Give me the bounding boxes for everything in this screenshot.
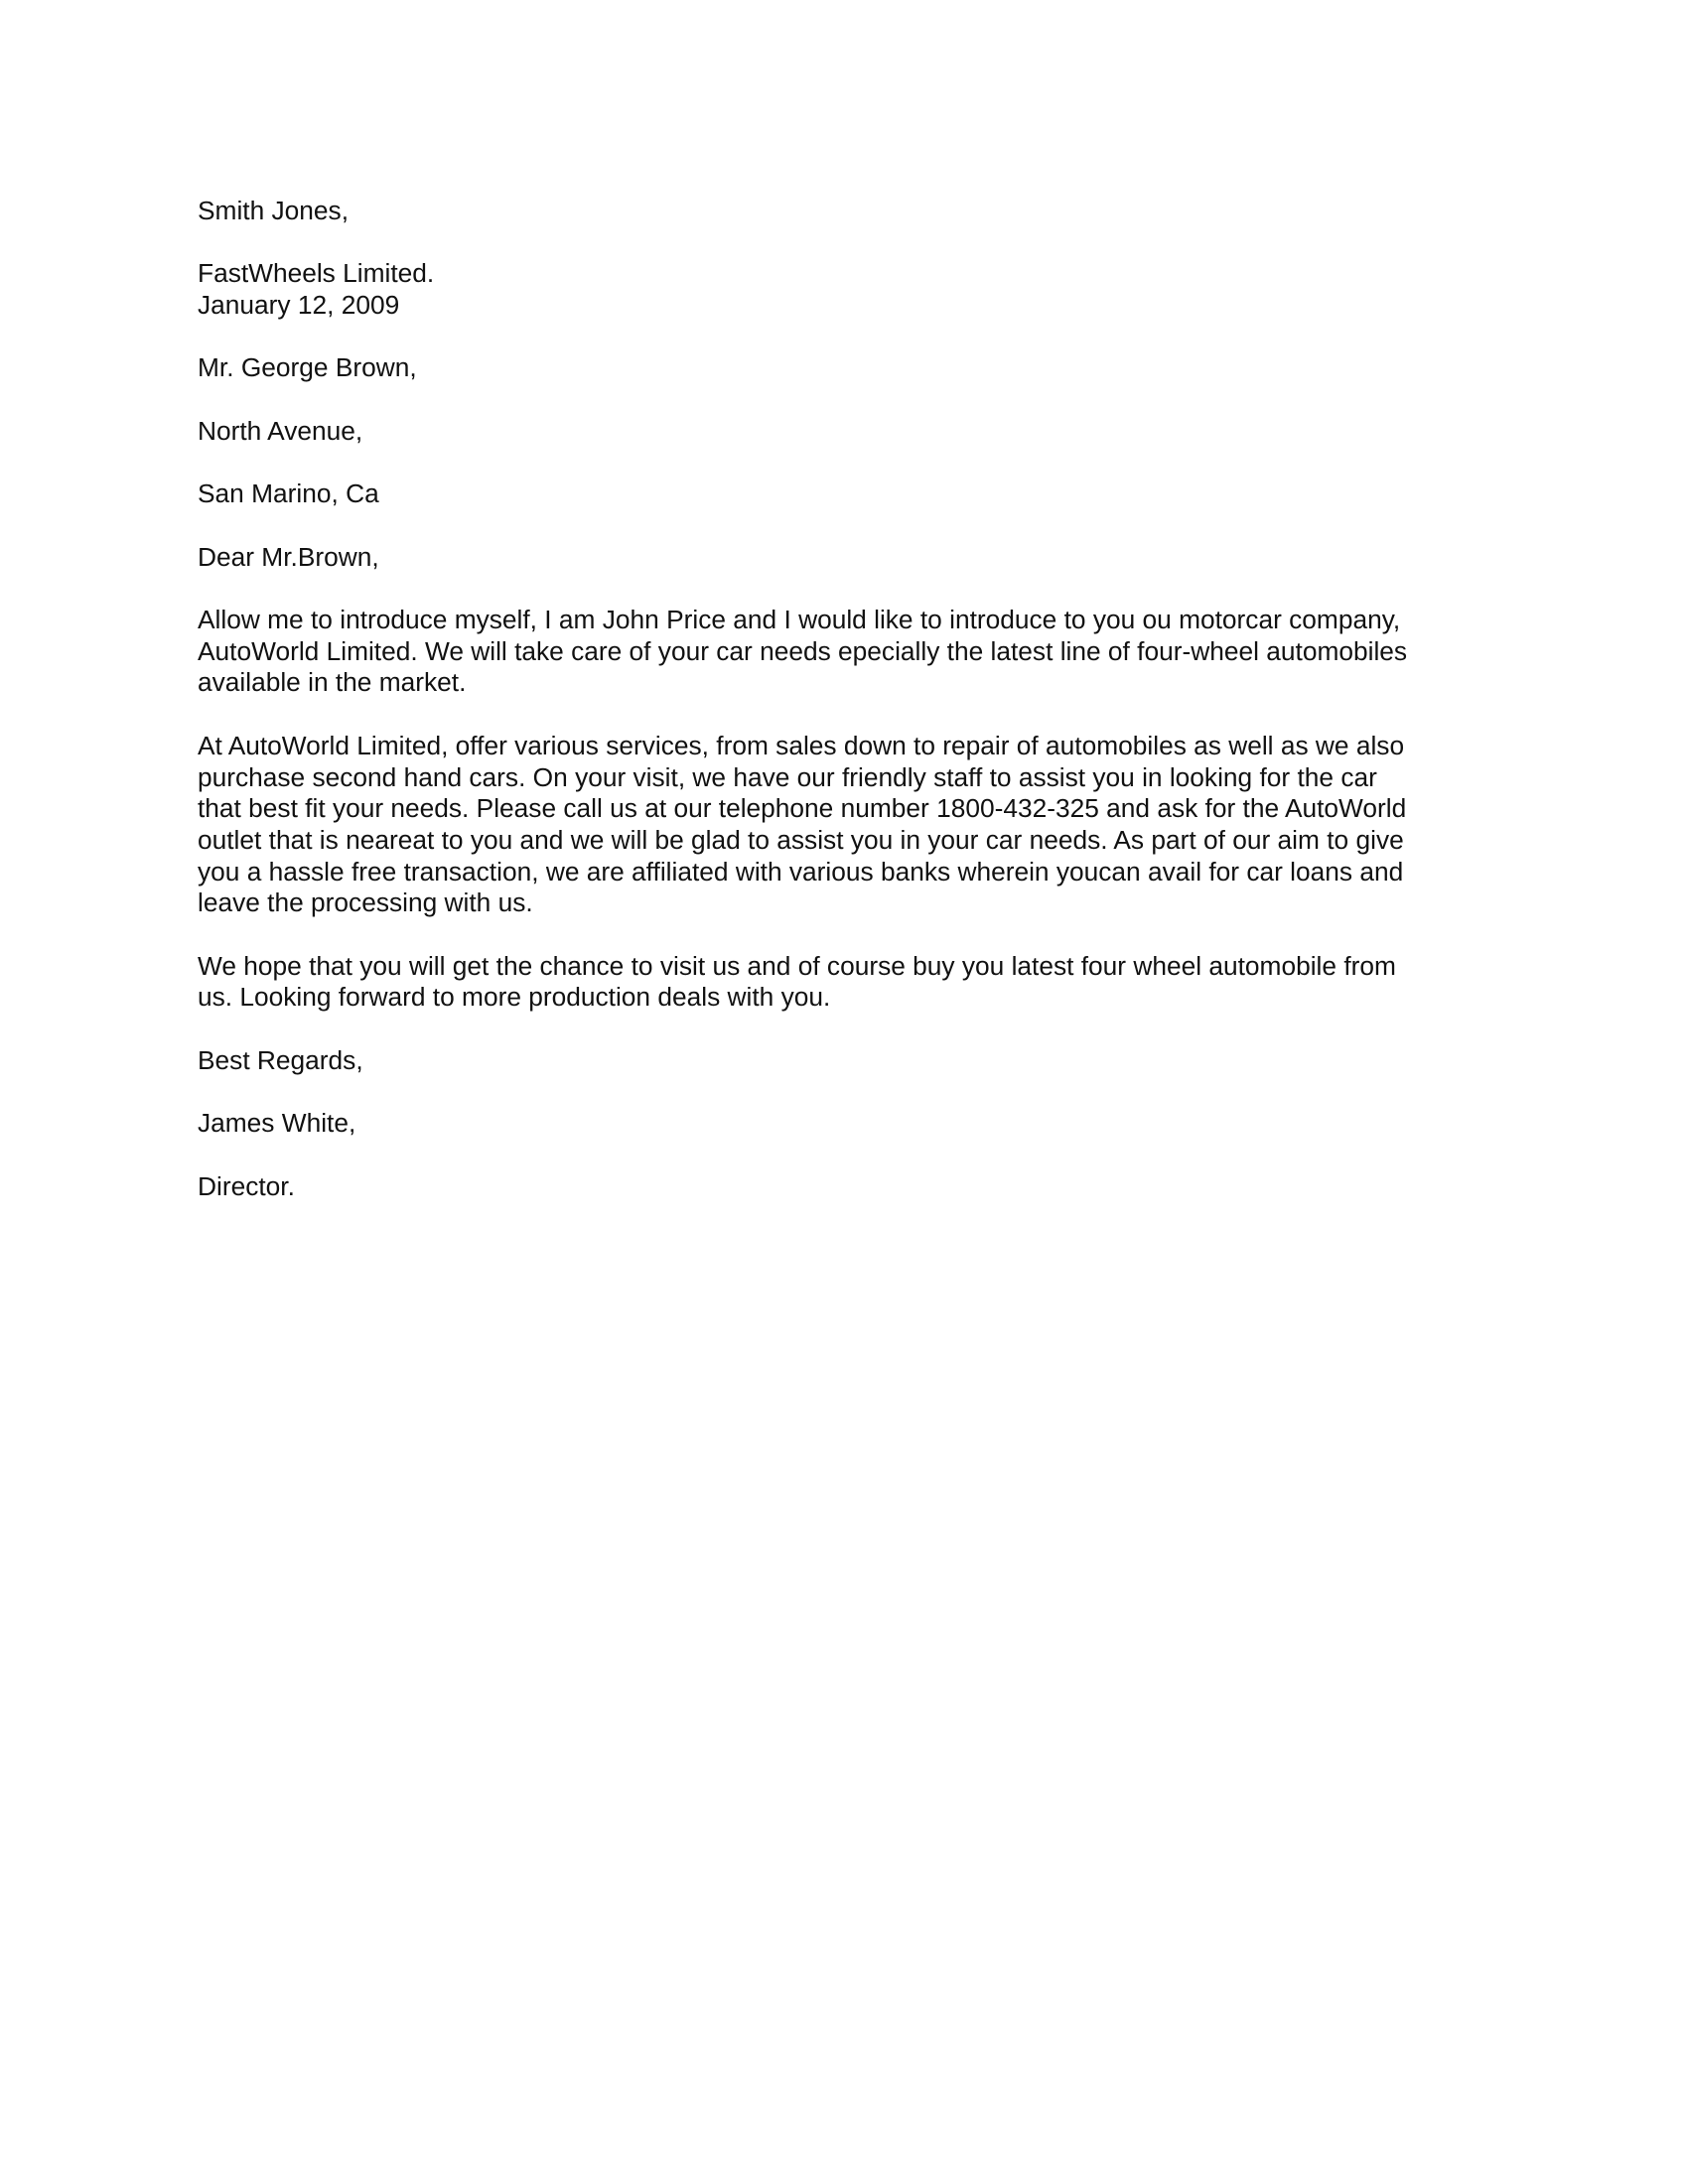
paragraph-line: Allow me to introduce myself, I am John Price and I would like to introduce to you ou motorcar company, <box>198 605 1401 635</box>
paragraph-line: available in the market. <box>198 667 467 698</box>
paragraph-line: At AutoWorld Limited, offer various services, from sales down to repair of automobiles as well as we also <box>198 730 1405 760</box>
sender-name: Smith Jones, <box>198 196 350 225</box>
paragraph-line: leave the processing with us. <box>198 887 533 918</box>
paragraph-line: that best fit your needs. Please call us at our telephone number 1800-432-325 and ask for the AutoWorld <box>198 793 1407 824</box>
paragraph-line: purchase second hand cars. On your visit, we have our friendly staff to assist you in looking for the car <box>198 761 1377 792</box>
recipient-city: San Marino, Ca <box>198 478 379 509</box>
sender-company: FastWheels Limited. <box>198 258 435 289</box>
sender-name-block <box>198 196 1498 227</box>
recipient-city-block <box>198 478 1498 510</box>
recipient-name-block <box>198 352 1498 384</box>
paragraph-line: us. Looking forward to more production deals with you. <box>198 982 831 1013</box>
closing: Best Regards, <box>198 1044 363 1075</box>
paragraph-line: outlet that is neareat to you and we will be glad to assist you in your car needs. As part of our aim to give <box>198 824 1404 855</box>
salutation: Dear Mr.Brown, <box>198 541 379 572</box>
signature-name: James White, <box>198 1108 356 1139</box>
letter-page <box>198 196 1498 1234</box>
body-paragraph-3 <box>198 951 1498 1014</box>
signature-name-block <box>198 1108 1498 1140</box>
paragraph-line: AutoWorld Limited. We will take care of your car needs epecially the latest line of four-wheel automobiles <box>198 635 1408 666</box>
recipient-street-block <box>198 416 1498 448</box>
paragraph-line: you a hassle free transaction, we are affiliated with various banks wherein youcan avail for car loans and <box>198 856 1404 887</box>
signature-title: Director. <box>198 1170 295 1201</box>
paragraph-line: We hope that you will get the chance to visit us and of course buy you latest four wheel automobile from <box>198 950 1396 981</box>
recipient-street: North Avenue, <box>198 415 363 446</box>
sender-company-block <box>198 258 1498 321</box>
body-paragraph-1 <box>198 605 1498 699</box>
closing-block <box>198 1045 1498 1077</box>
signature-title-block <box>198 1171 1498 1203</box>
letter-date: January 12, 2009 <box>198 290 400 321</box>
recipient-name: Mr. George Brown, <box>198 352 417 383</box>
body-paragraph-2 <box>198 731 1498 919</box>
salutation-block <box>198 542 1498 574</box>
